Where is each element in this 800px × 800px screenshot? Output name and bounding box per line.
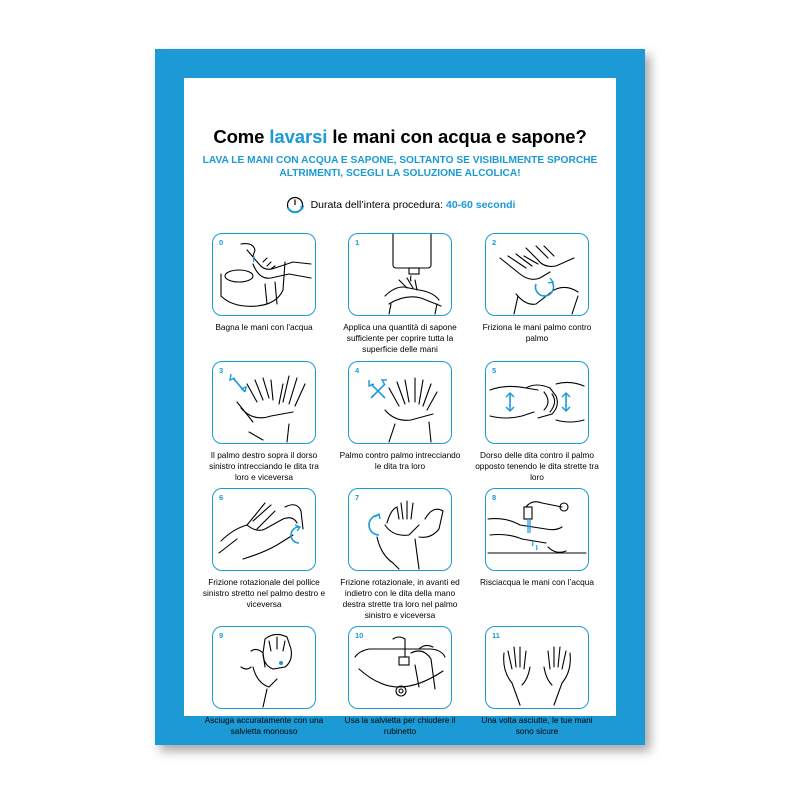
step-number: 5 bbox=[492, 366, 497, 375]
step-number: 8 bbox=[492, 493, 497, 502]
step-illustration-frame bbox=[348, 233, 452, 316]
step-number: 4 bbox=[355, 366, 360, 375]
rinse-hands-icon bbox=[486, 489, 588, 570]
poster-frame bbox=[155, 49, 645, 745]
poster-title bbox=[184, 126, 616, 148]
step-card-11 bbox=[481, 626, 593, 737]
step-caption: Bagna le mani con l’acqua bbox=[215, 322, 313, 332]
step-number: 9 bbox=[219, 631, 224, 640]
step-caption: Dorso delle dita contro il palmo opposto tenendo le dita strette tra loro bbox=[475, 450, 599, 482]
title-highlight: lavarsi bbox=[269, 126, 328, 147]
duration-value: 40-60 secondi bbox=[445, 198, 516, 211]
step-card-3 bbox=[209, 361, 319, 483]
step-number: 6 bbox=[219, 493, 224, 502]
paper-towel-dry-icon bbox=[213, 627, 315, 708]
fingertips-rotation-icon bbox=[349, 489, 451, 570]
step-caption: Il palmo destro sopra il dorso sinistro intrecciando le dita tra loro e viceversa bbox=[209, 450, 319, 482]
sink-wet-hands-icon bbox=[213, 234, 315, 315]
step-illustration-frame bbox=[485, 233, 589, 316]
step-illustration-frame bbox=[212, 361, 316, 444]
step-caption: Frizione rotazionale, in avanti ed indietro con le dita della mano destra strette tra loro nel palmo sinistro e viceversa bbox=[340, 577, 460, 620]
palm-rub-icon bbox=[486, 234, 588, 315]
step-number: 11 bbox=[492, 631, 500, 640]
step-number: 7 bbox=[355, 493, 360, 502]
step-illustration-frame bbox=[348, 361, 452, 444]
step-number: 10 bbox=[355, 631, 364, 640]
poster-sheet bbox=[184, 78, 616, 736]
step-illustration-frame bbox=[485, 488, 589, 571]
step-card-8 bbox=[480, 488, 594, 588]
step-number: 1 bbox=[355, 238, 360, 247]
step-card-7 bbox=[340, 488, 460, 621]
close-tap-towel-icon bbox=[349, 627, 451, 708]
subtitle-line-2: ALTRIMENTI, SCEGLI LA SOLUZIONE ALCOLICA! bbox=[279, 168, 521, 179]
step-caption: Asciuga accuratamente con una salvietta monouso bbox=[204, 715, 324, 736]
interlaced-palms-icon bbox=[349, 362, 451, 443]
step-card-10 bbox=[344, 626, 456, 737]
subtitle-line-1: LAVA LE MANI CON ACQUA E SAPONE, SOLTANTO SE VISIBILMENTE SPORCHE bbox=[202, 155, 598, 166]
timer-icon bbox=[285, 195, 305, 215]
step-number: 3 bbox=[219, 366, 224, 375]
step-caption: Friziona le mani palmo contro palmo bbox=[482, 322, 592, 343]
step-card-2 bbox=[482, 233, 592, 344]
step-illustration-frame bbox=[485, 626, 589, 709]
thumb-rotation-icon bbox=[213, 489, 315, 570]
step-card-1 bbox=[343, 233, 457, 355]
duration-label: Durata dell’intera procedura: bbox=[310, 198, 446, 211]
safe-hands-icon bbox=[486, 627, 588, 708]
step-illustration-frame bbox=[212, 488, 316, 571]
title-text-start: Come bbox=[213, 126, 270, 147]
step-caption: Frizione rotazionale del pollice sinistro stretto nel palmo destro e viceversa bbox=[202, 577, 326, 609]
duration-row bbox=[184, 195, 616, 215]
poster-subtitle bbox=[184, 154, 616, 180]
interlaced-back-icon bbox=[213, 362, 315, 443]
step-card-0 bbox=[212, 233, 318, 333]
step-illustration-frame bbox=[212, 233, 316, 316]
step-caption: Applica una quantità di sapone sufficiente per coprire tutta la superficie delle mani bbox=[343, 322, 457, 354]
step-caption: Una volta asciutte, le tue mani sono sicure bbox=[481, 715, 593, 736]
step-illustration-frame bbox=[348, 488, 452, 571]
step-card-6 bbox=[202, 488, 326, 610]
step-caption: Usa la salvietta per chiudere il rubinetto bbox=[344, 715, 456, 736]
step-card-4 bbox=[339, 361, 461, 472]
step-illustration-frame bbox=[212, 626, 316, 709]
title-text-end: le mani con acqua e sapone? bbox=[327, 126, 587, 147]
step-number: 2 bbox=[492, 238, 497, 247]
step-illustration-frame bbox=[485, 361, 589, 444]
step-card-9 bbox=[204, 626, 324, 737]
step-caption: Risciacqua le mani con l’acqua bbox=[480, 577, 594, 587]
fingers-backs-icon bbox=[486, 362, 588, 443]
step-caption: Palmo contro palmo intrecciando le dita tra loro bbox=[339, 450, 461, 471]
step-card-5 bbox=[475, 361, 599, 483]
step-illustration-frame bbox=[348, 626, 452, 709]
soap-dispenser-icon bbox=[349, 234, 451, 315]
step-number: 0 bbox=[219, 238, 224, 247]
